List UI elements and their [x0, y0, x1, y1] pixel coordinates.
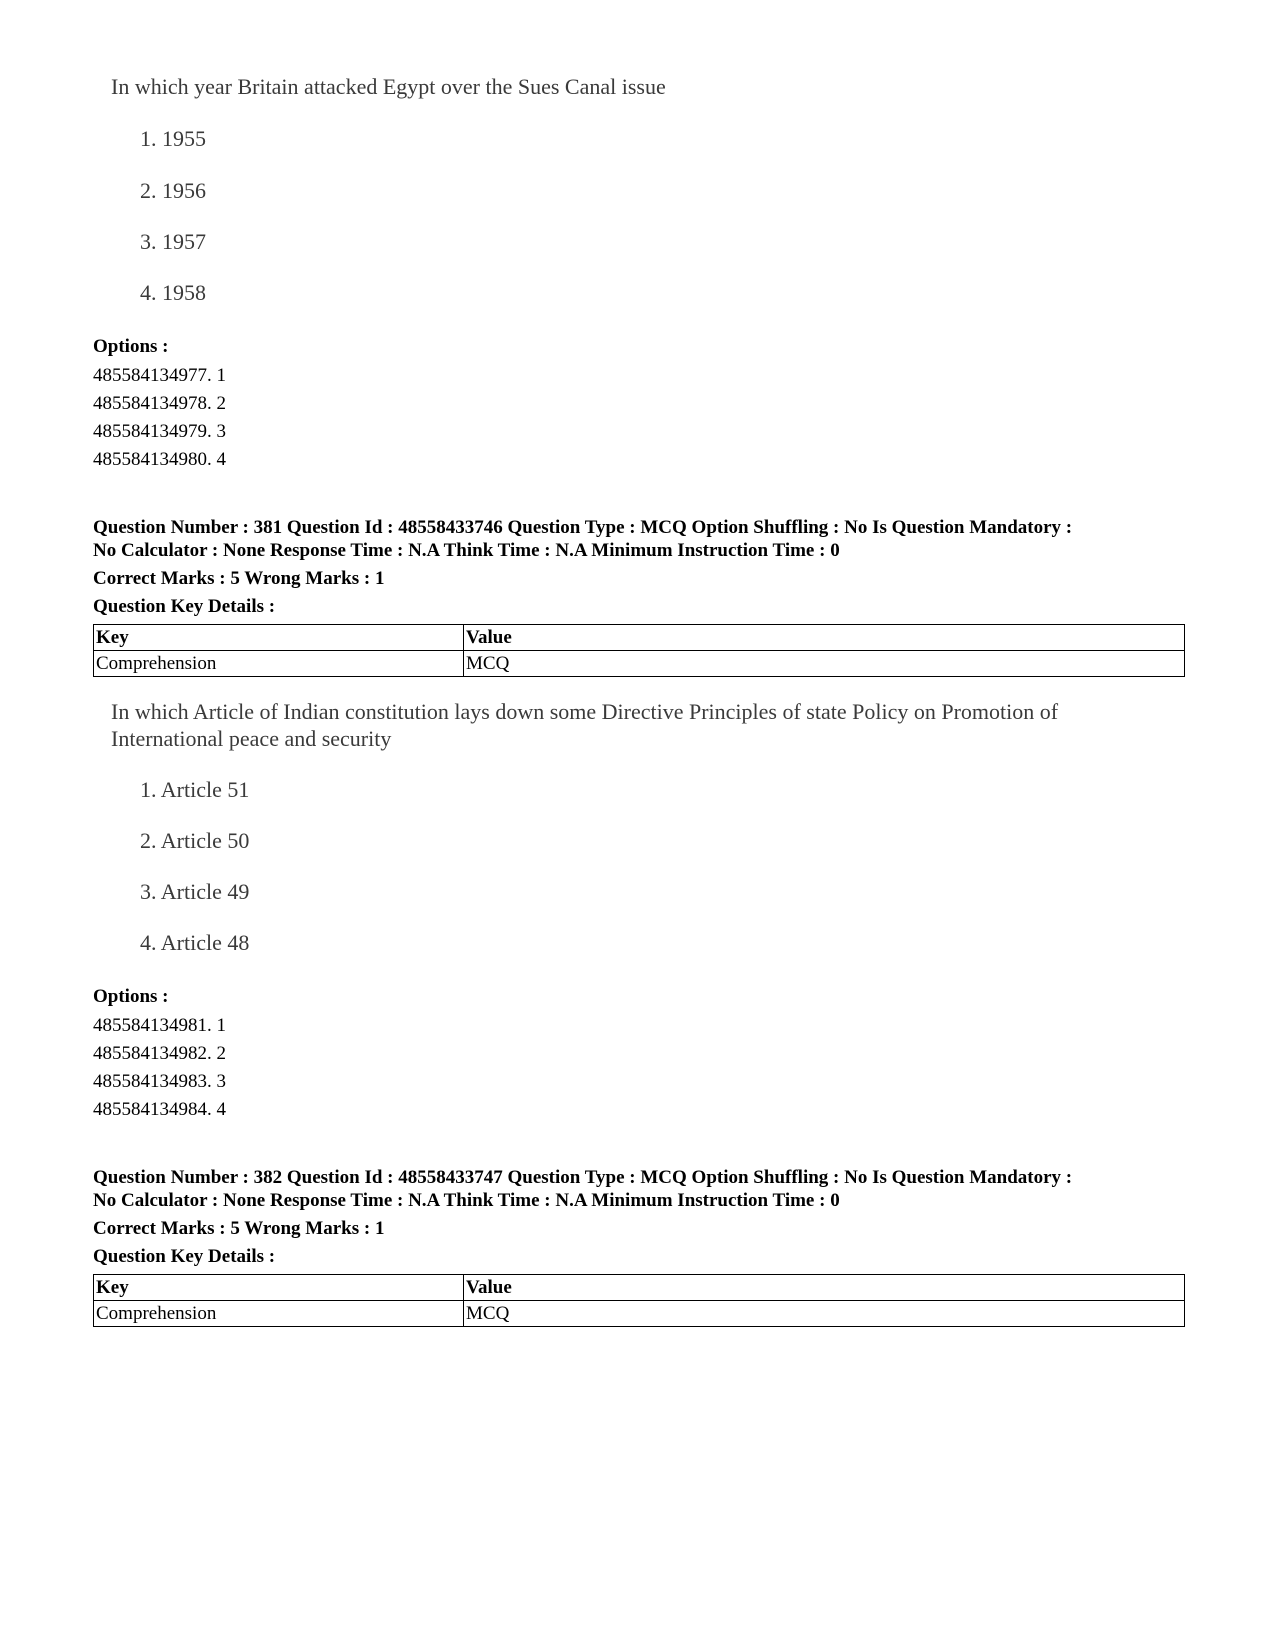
table-cell: MCQ [464, 651, 1185, 677]
options-label: Options : [93, 336, 169, 357]
option-item: 485584134984. 4 [93, 1099, 226, 1120]
marks-line: Correct Marks : 5 Wrong Marks : 1 [93, 568, 385, 589]
choice-item: 4. 1958 [140, 280, 206, 305]
question-meta [93, 1166, 1183, 1212]
options-list [93, 1012, 226, 1124]
table-header-cell: Value [464, 625, 1185, 651]
key-details-label: Question Key Details : [93, 1246, 276, 1267]
option-item: 485584134983. 3 [93, 1071, 226, 1092]
option-item: 485584134982. 2 [93, 1043, 226, 1064]
table-row [94, 651, 1185, 677]
options-list [93, 362, 226, 474]
key-details-table [93, 624, 1185, 677]
table-cell: Comprehension [94, 1301, 464, 1327]
table-cell: Comprehension [94, 651, 464, 677]
choice-item: 2. Article 50 [140, 828, 250, 853]
option-item: 485584134979. 3 [93, 421, 226, 442]
choice-item: 3. 1957 [140, 229, 206, 254]
question-text: In which year Britain attacked Egypt over the Sues Canal issue [111, 74, 666, 99]
table-header-cell: Value [464, 1275, 1185, 1301]
choice-item: 1. 1955 [140, 126, 206, 151]
choice-item: 4. Article 48 [140, 930, 250, 955]
question-meta-line: Question Number : 382 Question Id : 48558433747 Question Type : MCQ Option Shuffling : No Is Question Mandatory : [93, 1167, 1073, 1188]
table-header-cell: Key [94, 1275, 464, 1301]
table-header-row [94, 1275, 1185, 1301]
key-details-label: Question Key Details : [93, 596, 276, 617]
question-meta [93, 516, 1183, 562]
question-meta-line: Question Number : 381 Question Id : 48558433746 Question Type : MCQ Option Shuffling : No Is Question Mandatory : [93, 517, 1073, 538]
option-item: 485584134981. 1 [93, 1015, 226, 1036]
marks-line: Correct Marks : 5 Wrong Marks : 1 [93, 1218, 385, 1239]
table-cell: MCQ [464, 1301, 1185, 1327]
options-label: Options : [93, 986, 169, 1007]
choice-item: 2. 1956 [140, 178, 206, 203]
table-header-cell: Key [94, 625, 464, 651]
table-row [94, 1301, 1185, 1327]
question-meta-line: No Calculator : None Response Time : N.A Think Time : N.A Minimum Instruction Time : 0 [93, 1190, 840, 1211]
option-item: 485584134977. 1 [93, 365, 226, 386]
choice-item: 3. Article 49 [140, 879, 250, 904]
option-item: 485584134980. 4 [93, 449, 226, 470]
option-item: 485584134978. 2 [93, 393, 226, 414]
key-details-table [93, 1274, 1185, 1327]
question-text: In which Article of Indian constitution lays down some Directive Principles of state Policy on Promotion of International peace and security [111, 699, 1059, 751]
table-header-row [94, 625, 1185, 651]
question-meta-line: No Calculator : None Response Time : N.A Think Time : N.A Minimum Instruction Time : 0 [93, 540, 840, 561]
choice-item: 1. Article 51 [140, 777, 250, 802]
